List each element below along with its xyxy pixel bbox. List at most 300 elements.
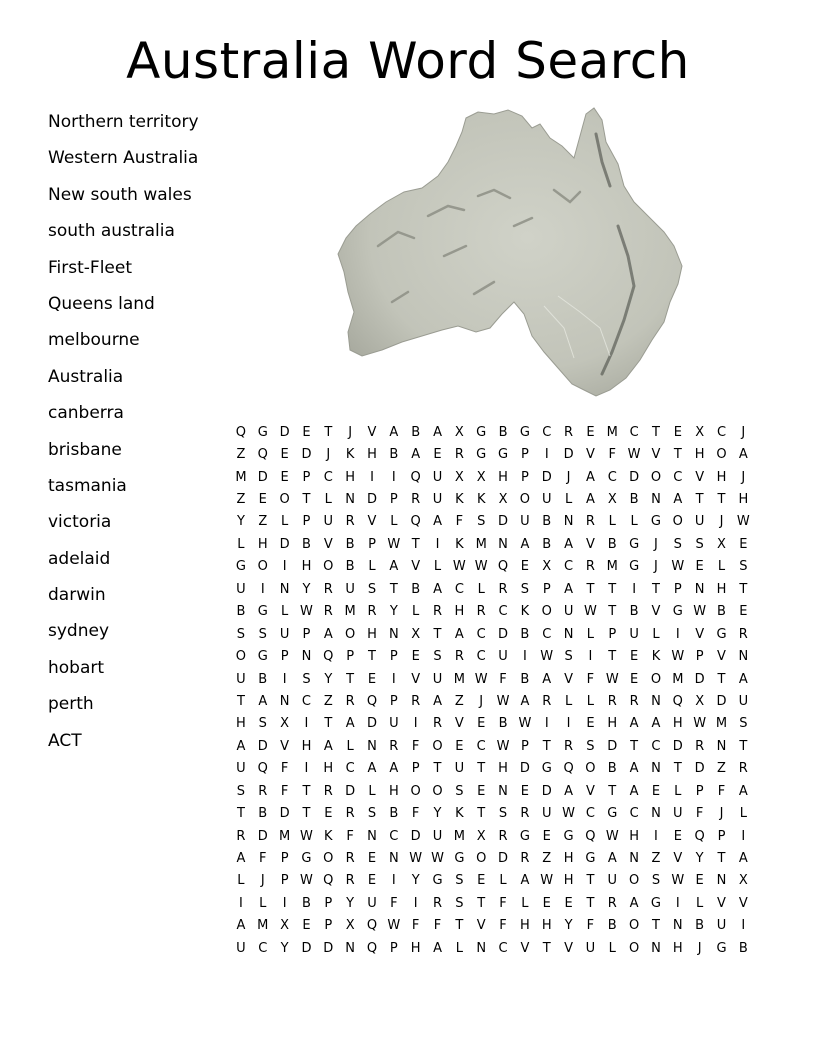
grid-letter: E [477, 873, 486, 889]
grid-letter: E [542, 895, 551, 911]
grid-letter: I [675, 626, 680, 642]
grid-letter: I [588, 649, 593, 665]
grid-letter: T [608, 783, 617, 799]
grid-letter: C [301, 693, 311, 709]
grid-letter: T [673, 447, 682, 463]
grid-letter: X [717, 536, 726, 552]
grid-letter: H [607, 716, 618, 732]
grid-letter: Q [257, 761, 268, 777]
grid-letter: A [629, 895, 639, 911]
grid-letter: I [741, 918, 746, 934]
grid-letter: T [368, 649, 376, 665]
grid-letter: J [719, 806, 724, 822]
grid-letter: G [672, 604, 683, 620]
grid-letter: U [694, 514, 705, 530]
grid-letter: X [476, 828, 486, 844]
grid-letter: O [585, 761, 596, 777]
grid-letter: H [410, 940, 421, 956]
grid-row [230, 578, 754, 600]
grid-letter: G [563, 828, 574, 844]
word-list-item: tasmania [48, 475, 127, 496]
grid-letter: R [498, 581, 508, 597]
grid-letter: T [324, 716, 333, 732]
grid-letter: Q [323, 873, 334, 889]
grid-letter: M [606, 559, 618, 575]
grid-letter: I [260, 581, 265, 597]
grid-letter: T [717, 671, 726, 687]
grid-letter: L [237, 536, 245, 552]
grid-letter: P [280, 873, 289, 889]
grid-letter: P [695, 649, 704, 665]
grid-letter: W [496, 693, 510, 709]
grid-letter: I [282, 895, 287, 911]
grid-letter: T [651, 424, 660, 440]
word-list-item: melbourne [48, 330, 140, 351]
grid-letter: M [475, 536, 487, 552]
grid-letter: A [433, 581, 442, 597]
grid-row [230, 443, 754, 465]
grid-letter: N [651, 761, 661, 777]
grid-letter: F [586, 671, 595, 687]
grid-letter: A [433, 693, 442, 709]
grid-letter: W [452, 559, 466, 575]
grid-letter: T [236, 806, 245, 822]
grid-letter: T [586, 873, 595, 889]
grid-letter: M [235, 469, 247, 485]
grid-letter: L [674, 783, 682, 799]
grid-letter: T [302, 492, 311, 508]
grid-letter: P [302, 514, 311, 530]
grid-letter: U [432, 671, 443, 687]
grid-letter: M [344, 604, 356, 620]
grid-letter: Q [257, 447, 268, 463]
word-list-item: Northern territory [48, 112, 199, 132]
grid-letter: P [520, 447, 529, 463]
grid-letter: A [389, 424, 399, 440]
grid-letter: L [259, 895, 267, 911]
grid-letter: X [695, 693, 705, 709]
grid-letter: R [454, 447, 464, 463]
grid-letter: S [236, 626, 246, 642]
grid-letter: D [541, 469, 552, 485]
page-title: Australia Word Search [126, 32, 690, 90]
grid-letter: B [695, 918, 705, 934]
grid-letter: G [432, 873, 443, 889]
grid-letter: C [651, 738, 661, 754]
grid-letter: R [738, 761, 748, 777]
grid-letter: R [585, 559, 595, 575]
grid-letter: I [282, 671, 287, 687]
grid-letter: N [279, 581, 290, 597]
grid-letter: A [454, 626, 464, 642]
grid-letter: O [432, 783, 443, 799]
grid-letter: N [716, 873, 727, 889]
grid-letter: N [279, 693, 290, 709]
grid-letter: F [695, 806, 704, 822]
grid-letter: C [345, 761, 355, 777]
grid-letter: E [477, 783, 486, 799]
grid-letter: K [651, 649, 661, 665]
grid-letter: D [323, 940, 334, 956]
grid-letter: N [563, 514, 574, 530]
grid-letter: Y [411, 873, 420, 889]
grid-letter: I [741, 828, 746, 844]
grid-letter: H [454, 604, 465, 620]
grid-letter: R [345, 514, 355, 530]
grid-letter: R [607, 895, 617, 911]
grid-letter: V [673, 851, 683, 867]
grid-letter: V [454, 716, 464, 732]
grid-letter: U [279, 626, 290, 642]
grid-letter: P [542, 581, 551, 597]
grid-letter: P [717, 828, 726, 844]
grid-letter: X [476, 469, 486, 485]
grid-letter: O [432, 738, 443, 754]
grid-letter: E [280, 469, 289, 485]
grid-letter: V [585, 536, 595, 552]
grid-letter: U [563, 604, 574, 620]
grid-letter: C [629, 424, 639, 440]
grid-letter: H [367, 447, 377, 463]
grid-letter: B [498, 716, 508, 732]
grid-letter: O [323, 851, 334, 867]
grid-letter: S [695, 536, 704, 552]
grid-letter: P [324, 918, 333, 934]
grid-letter: Q [410, 469, 421, 485]
grid-letter: L [390, 514, 398, 530]
grid-letter: R [323, 581, 333, 597]
grid-letter: S [477, 514, 486, 530]
grid-letter: Q [366, 918, 378, 934]
grid-letter: R [738, 626, 748, 642]
grid-letter: N [345, 492, 355, 508]
grid-letter: U [345, 581, 355, 597]
grid-letter: J [326, 447, 331, 463]
grid-letter: X [695, 424, 705, 440]
grid-letter: A [323, 626, 333, 642]
grid-letter: C [498, 940, 508, 956]
grid-letter: D [607, 738, 618, 754]
grid-letter: X [738, 873, 748, 889]
grid-letter: A [323, 738, 333, 754]
grid-letter: R [432, 895, 443, 911]
grid-letter: E [695, 873, 704, 889]
grid-letter: A [367, 761, 377, 777]
grid-letter: D [366, 716, 377, 732]
grid-letter: W [540, 649, 554, 665]
grid-letter: W [300, 873, 313, 889]
grid-letter: W [583, 604, 597, 620]
grid-letter: F [411, 918, 420, 934]
grid-letter: A [738, 671, 748, 687]
grid-letter: P [302, 469, 311, 485]
grid-letter: N [367, 738, 377, 754]
grid-letter: A [629, 783, 639, 799]
grid-letter: G [607, 806, 618, 822]
grid-letter: L [696, 895, 704, 911]
grid-letter: M [453, 671, 465, 687]
grid-letter: V [476, 918, 486, 934]
grid-row [230, 937, 754, 959]
grid-letter: Y [324, 671, 333, 687]
grid-letter: L [433, 559, 442, 575]
grid-letter: P [389, 693, 398, 709]
grid-letter: U [236, 671, 246, 687]
grid-letter: A [389, 559, 399, 575]
grid-letter: R [345, 693, 355, 709]
grid-letter: I [239, 895, 243, 911]
grid-letter: F [346, 828, 354, 844]
grid-letter: A [236, 918, 246, 934]
grid-letter: H [323, 761, 334, 777]
grid-letter: I [435, 536, 440, 552]
grid-letter: Q [672, 693, 683, 709]
grid-row [230, 802, 754, 824]
grid-row [230, 870, 754, 892]
grid-row [230, 915, 754, 937]
grid-letter: N [694, 581, 705, 597]
grid-letter: V [651, 604, 661, 620]
grid-letter: P [346, 649, 355, 665]
grid-letter: I [413, 716, 418, 732]
grid-letter: U [236, 940, 246, 956]
word-list-item: perth [48, 694, 94, 715]
grid-letter: F [499, 918, 507, 934]
grid-letter: J [479, 693, 484, 709]
grid-letter: B [258, 671, 268, 687]
grid-letter: T [542, 940, 551, 956]
grid-letter: V [717, 895, 726, 911]
grid-letter: X [454, 469, 464, 485]
grid-letter: V [585, 447, 595, 463]
grid-letter: L [324, 492, 332, 508]
grid-letter: B [389, 806, 399, 822]
grid-letter: J [741, 469, 746, 485]
grid-letter: A [629, 716, 639, 732]
grid-letter: S [258, 626, 267, 642]
grid-letter: D [716, 693, 727, 709]
grid-letter: E [586, 716, 595, 732]
grid-letter: J [260, 873, 265, 889]
grid-letter: G [301, 851, 312, 867]
grid-letter: L [412, 604, 420, 620]
word-list-item: ACT [48, 730, 82, 751]
grid-letter: H [563, 851, 574, 867]
grid-letter: G [629, 559, 640, 575]
grid-letter: T [739, 581, 748, 597]
grid-letter: I [282, 559, 287, 575]
grid-letter: U [432, 492, 443, 508]
grid-letter: V [520, 940, 530, 956]
grid-letter: D [345, 783, 356, 799]
word-list-item: canberra [48, 403, 124, 424]
grid-letter: E [367, 873, 377, 889]
grid-letter: A [433, 424, 442, 440]
grid-letter: N [651, 492, 661, 508]
grid-letter: N [563, 626, 574, 642]
grid-letter: L [608, 514, 616, 530]
grid-letter: U [629, 626, 639, 642]
grid-letter: D [279, 536, 290, 552]
word-list-item: darwin [48, 585, 106, 606]
letter-grid [230, 421, 754, 960]
grid-letter: S [498, 806, 508, 822]
grid-letter: D [519, 761, 530, 777]
grid-letter: I [675, 895, 680, 911]
grid-letter: K [455, 492, 464, 508]
grid-letter: W [474, 671, 488, 687]
grid-letter: B [738, 940, 748, 956]
grid-letter: V [564, 940, 574, 956]
word-list-item: sydney [48, 621, 110, 642]
grid-letter: E [651, 783, 661, 799]
grid-letter: Q [323, 649, 334, 665]
grid-letter: B [520, 671, 530, 687]
grid-letter: L [280, 514, 289, 530]
grid-letter: T [673, 761, 682, 777]
grid-letter: B [629, 604, 639, 620]
grid-row [230, 668, 754, 690]
grid-letter: T [608, 604, 617, 620]
grid-letter: I [391, 671, 396, 687]
grid-letter: G [650, 514, 661, 530]
grid-letter: B [498, 424, 508, 440]
grid-letter: X [411, 626, 421, 642]
grid-letter: C [323, 469, 333, 485]
grid-letter: M [257, 918, 269, 934]
grid-letter: O [345, 626, 356, 642]
grid-letter: L [368, 783, 376, 799]
grid-letter: W [409, 851, 423, 867]
grid-letter: D [257, 828, 268, 844]
grid-letter: P [695, 783, 704, 799]
word-list-item: victoria [48, 512, 112, 533]
grid-letter: T [608, 581, 617, 597]
grid-letter: E [673, 424, 682, 440]
grid-letter: W [496, 738, 510, 754]
grid-letter: D [279, 806, 290, 822]
grid-letter: R [607, 693, 617, 709]
grid-letter: S [367, 581, 377, 597]
grid-letter: D [498, 626, 509, 642]
grid-letter: B [411, 581, 421, 597]
grid-letter: B [607, 918, 617, 934]
grid-letter: G [519, 828, 530, 844]
grid-letter: G [257, 424, 268, 440]
grid-letter: A [345, 716, 355, 732]
grid-letter: E [302, 424, 311, 440]
grid-letter: M [453, 828, 465, 844]
grid-letter: W [300, 604, 313, 620]
word-list-item: brisbane [48, 439, 122, 460]
grid-letter: S [586, 738, 595, 754]
grid-letter: C [476, 626, 486, 642]
grid-letter: J [566, 469, 571, 485]
grid-letter: Z [542, 851, 552, 867]
grid-letter: O [323, 559, 334, 575]
grid-letter: A [520, 693, 530, 709]
grid-letter: B [345, 536, 355, 552]
grid-letter: E [586, 424, 595, 440]
grid-letter: A [236, 738, 246, 754]
grid-letter: R [695, 738, 705, 754]
grid-letter: U [367, 895, 377, 911]
grid-letter: W [387, 918, 401, 934]
grid-letter: N [388, 626, 399, 642]
grid-letter: X [542, 559, 552, 575]
grid-letter: M [715, 716, 728, 732]
grid-letter: O [672, 514, 683, 530]
grid-letter: Y [389, 604, 398, 620]
grid-letter: R [258, 783, 268, 799]
grid-letter: R [345, 806, 355, 822]
grid-letter: W [431, 851, 444, 867]
grid-letter: P [389, 940, 398, 956]
grid-letter: L [608, 940, 616, 956]
word-list-item: First-Fleet [48, 257, 132, 278]
grid-letter: E [564, 895, 573, 911]
grid-letter: B [345, 559, 355, 575]
grid-letter: A [520, 873, 530, 889]
grid-letter: S [455, 873, 464, 889]
grid-letter: H [520, 918, 530, 934]
grid-row [230, 825, 754, 847]
grid-letter: S [564, 649, 573, 665]
grid-letter: V [367, 514, 377, 530]
grid-letter: G [519, 424, 530, 440]
grid-letter: D [629, 469, 640, 485]
grid-letter: Y [346, 895, 355, 911]
grid-letter: O [257, 559, 268, 575]
grid-letter: T [651, 581, 660, 597]
grid-letter: G [257, 649, 268, 665]
grid-letter: A [564, 536, 574, 552]
grid-letter: E [630, 649, 639, 665]
grid-letter: A [564, 581, 574, 597]
grid-letter: J [654, 536, 658, 552]
grid-letter: I [566, 716, 571, 732]
grid-letter: W [736, 514, 750, 530]
grid-letter: X [280, 716, 290, 732]
grid-letter: A [411, 447, 421, 463]
grid-letter: J [697, 940, 702, 956]
grid-letter: G [650, 895, 661, 911]
grid-letter: O [650, 671, 662, 687]
grid-letter: Y [302, 581, 311, 597]
grid-letter: U [716, 918, 727, 934]
grid-letter: S [433, 649, 442, 665]
grid-letter: V [367, 424, 377, 440]
grid-letter: A [673, 492, 683, 508]
grid-letter: K [455, 536, 464, 552]
grid-letter: V [585, 783, 595, 799]
grid-letter: L [455, 940, 463, 956]
grid-letter: A [738, 783, 748, 799]
grid-row [230, 511, 754, 533]
grid-letter: P [673, 581, 682, 597]
grid-letter: X [345, 918, 355, 934]
grid-letter: T [586, 895, 595, 911]
grid-letter: U [236, 761, 246, 777]
grid-letter: S [455, 895, 464, 911]
grid-letter: S [367, 806, 377, 822]
grid-letter: V [280, 738, 290, 754]
grid-letter: E [520, 783, 529, 799]
grid-letter: E [477, 716, 486, 732]
grid-letter: N [651, 806, 661, 822]
grid-letter: M [279, 828, 291, 844]
grid-letter: Q [410, 514, 421, 530]
